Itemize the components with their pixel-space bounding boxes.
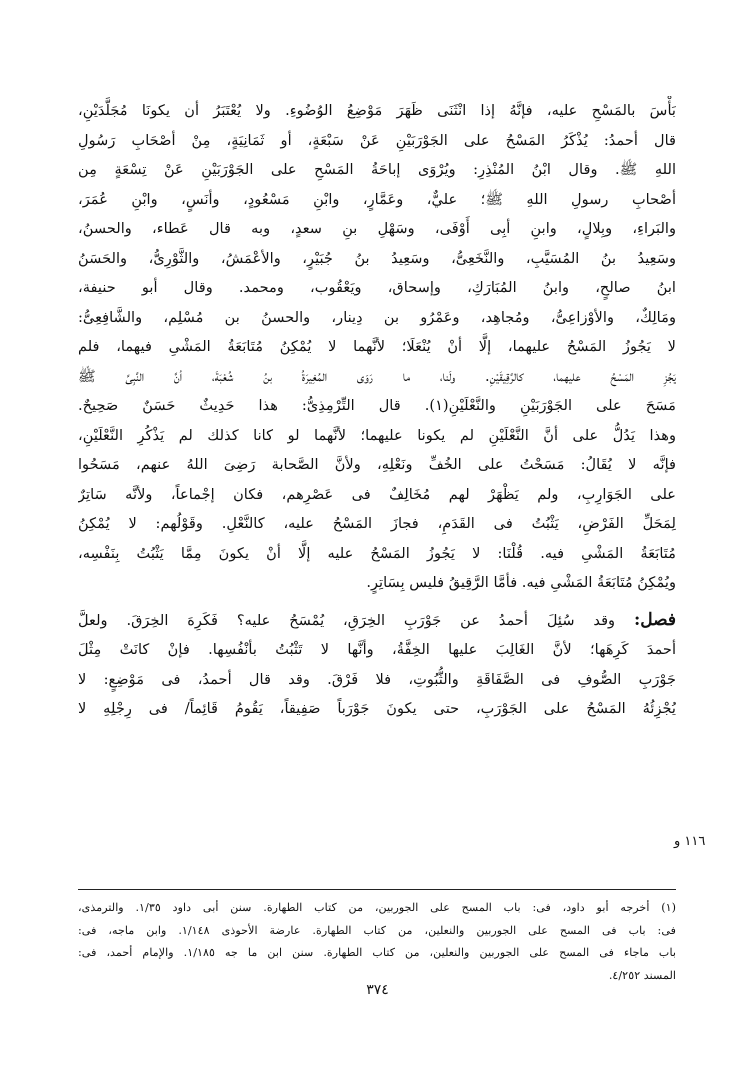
main-text [78, 96, 676, 724]
footnote-divider [78, 889, 676, 890]
fasl-heading: فصل: [633, 609, 676, 630]
text-line: لِمَحَلِّ الفَرْضِ، يَثْبُتُ فى القَدَمِ، فجازَ المَسْحُ عليه، كالنَّعْلِ. وقَوْلُهم: لا يُمْكِنُ [78, 515, 676, 532]
text-line: والبَراءِ، وبِلالٍ، وابنِ أبِى أَوْفَى، وسَهْلِ بنِ سعدٍ، وبه قال عَطاء، والحسنُ، [78, 220, 676, 237]
fasl-text: وقد سُئِلَ أحمدُ عن جَوْرَبِ الخِرَقِ، يُمْسَحُ عليه؟ فَكَرِهَ الخِرَقَ. ولعلَّ [78, 611, 616, 629]
text-line: أصْحابِ رسولِ اللهِ ﷺ؛ عليٌّ، وعَمَّارٍ، وابْنِ مَسْعُودٍ، وأنَسٍ، وابْنِ عُمَرَ، [78, 190, 676, 208]
text-line: ابنُ صالحٍ، وابنُ المُبَارَكِ، وإسحاق، ويَعْقُوب، ومحمد. وقال أبو حنيفة، [78, 279, 676, 296]
text-line: على الجَوَارِبِ، ولم يَظْهَرْ لهم مُخَالِفٌ فى عَصْرِهم، فكان إجْماعاً، ولأنَّه سَاتِرٌ [78, 485, 676, 503]
footnotes [78, 897, 676, 987]
text-line: اللهِ ﷺ. وقال ابْنُ المُنْذِرِ: ويُرْوَى إباحَةُ المَسْحِ على الجَوْرَبَيْنِ عَنْ تِسْعَةٍ مِن [78, 161, 676, 178]
text-line: ويُمْكِنُ مُتَابَعَةُ المَشْىِ فيه. فأمَّا الرَّقِيقُ فليس بِسَاتِرٍ. [366, 574, 676, 591]
text-line: بَأْسَ بالمَسْحِ عليه، فإنَّهُ إذا انْثَنَى ظَهَرَ مَوْضِعُ الوُضُوءِ. ولا يُعْتَبَرُ أن يكونَا مُجَلَّدَيْنِ، [78, 102, 676, 119]
footnote-line: فى: باب فى المسح على الجوربين والنعلين، من كتاب الطهارة. عارضة الأحوذى ١/١٤٨. وابن ماجه، فى: [78, 923, 676, 937]
footnote-line: باب ماجاء فى المسح على الجوربين والنعلين، من كتاب الطهارة. سنن ابن ما جه ١/١٨٥. والإمام أحمد، فى: [78, 946, 676, 959]
text-line: وسَعِيدُ بنُ المُسَيَّبِ، والنَّخَعِىُّ، وسَعِيدُ بنُ جُبَيْرٍ، والأعْمَشُ، والثَّوْرِىُّ، والحَسَنُ [78, 249, 676, 267]
text-line: فإنَّه لا يُقَالُ: مَسَحْتُ على الخُفِّ ونَعْلِهِ، ولأنَّ الصَّحابة رَضِىَ اللهُ عنهم، مَسَحُوا [78, 456, 676, 473]
text-line: وهذا يَدُلُّ على أنَّ النَّعْلَيْنِ لم يكونا عليهما؛ لأنَّهما لو كانا كذلك لم يَذْكُرِ النَّعْلَيْنِ، [78, 426, 676, 444]
text-line: أحمدَ كَرِهَها؛ لأنَّ الغَالِبَ عليها الخِفَّةُ، وأنَّها لا تَثْبُتُ بأنْفُسِها. فإنْ كانَتْ مِثْلَ [78, 641, 676, 658]
text-line: قال أحمدُ: يُذْكَرُ المَسْحُ على الجَوْرَبَيْنِ عَنْ سَبْعَةٍ، أو ثَمَانِيَةٍ، مِنْ أصْحَابِ رَسُولِ [78, 131, 676, 149]
footnote-line: المسند ٤/٢٥٢. [608, 968, 676, 982]
fasl-first-line [78, 606, 676, 636]
text-line: مَسَحَ على الجَوْرَبَيْنِ والنَّعْلَيْنِ(١). قال التِّرْمِذِىُّ: هذا حَدِيثٌ حَسَنٌ صَحِيحٌ. [78, 397, 676, 414]
page-number: ٣٧٤ [366, 982, 389, 998]
footnote-line: (١) أخرجه أبو داود، فى: باب المسح على الجوربين، من كتاب الطهارة. سنن أبى داود ١/٣٥. والترمذى، [78, 901, 676, 914]
manuscript-folio-note: ١١٦ و [674, 834, 706, 849]
text-line: ومَالِكٌ، والأوْزاعِىُّ، ومُجاهِد، وعَمْرُو بن دِينار، والحسنُ بن مُسْلِم، والشَّافِعِىُّ: [78, 308, 676, 326]
text-line: جَوْرَبِ الصُّوفِ فى الصَّفَاقَةِ والثُّبُوتِ، فلا فَرْقَ. وقد قال أحمدُ، فى مَوْضِعٍ: لا [78, 670, 676, 688]
text-line: يَجُزِ المَسْحُ عليهما، كالرَّقِيقَيْنِ. ولَنا، ما رَوَى المُغِيرَةُ بنُ شُعْبَةَ، أنَّ النَّبِىَّ ﷺ [78, 367, 676, 385]
text-line: لا يَجُوزُ المَسْحُ عليهما، إلَّا أنْ يُنْعَلَا؛ لأنَّهما لا يُمْكِنُ مُتَابَعَةُ المَشْىِ فيهما، فلم [78, 338, 676, 355]
text-line: مُتَابَعَةُ المَشْىِ فيه. قُلْنَا: لا يَجُوزُ المَسْحُ عليه إلَّا أنْ يكونَ مِمَّا يَثْبُتُ بِنَفْسِه، [78, 544, 676, 562]
text-line: يُجْزِئُهُ المَسْحُ على الجَوْرَبِ، حتى يكونَ جَوْرَباً صَفِيقاً، يَقُومُ قَائِماً/ فى رِجْلِهِ لا [78, 700, 676, 717]
